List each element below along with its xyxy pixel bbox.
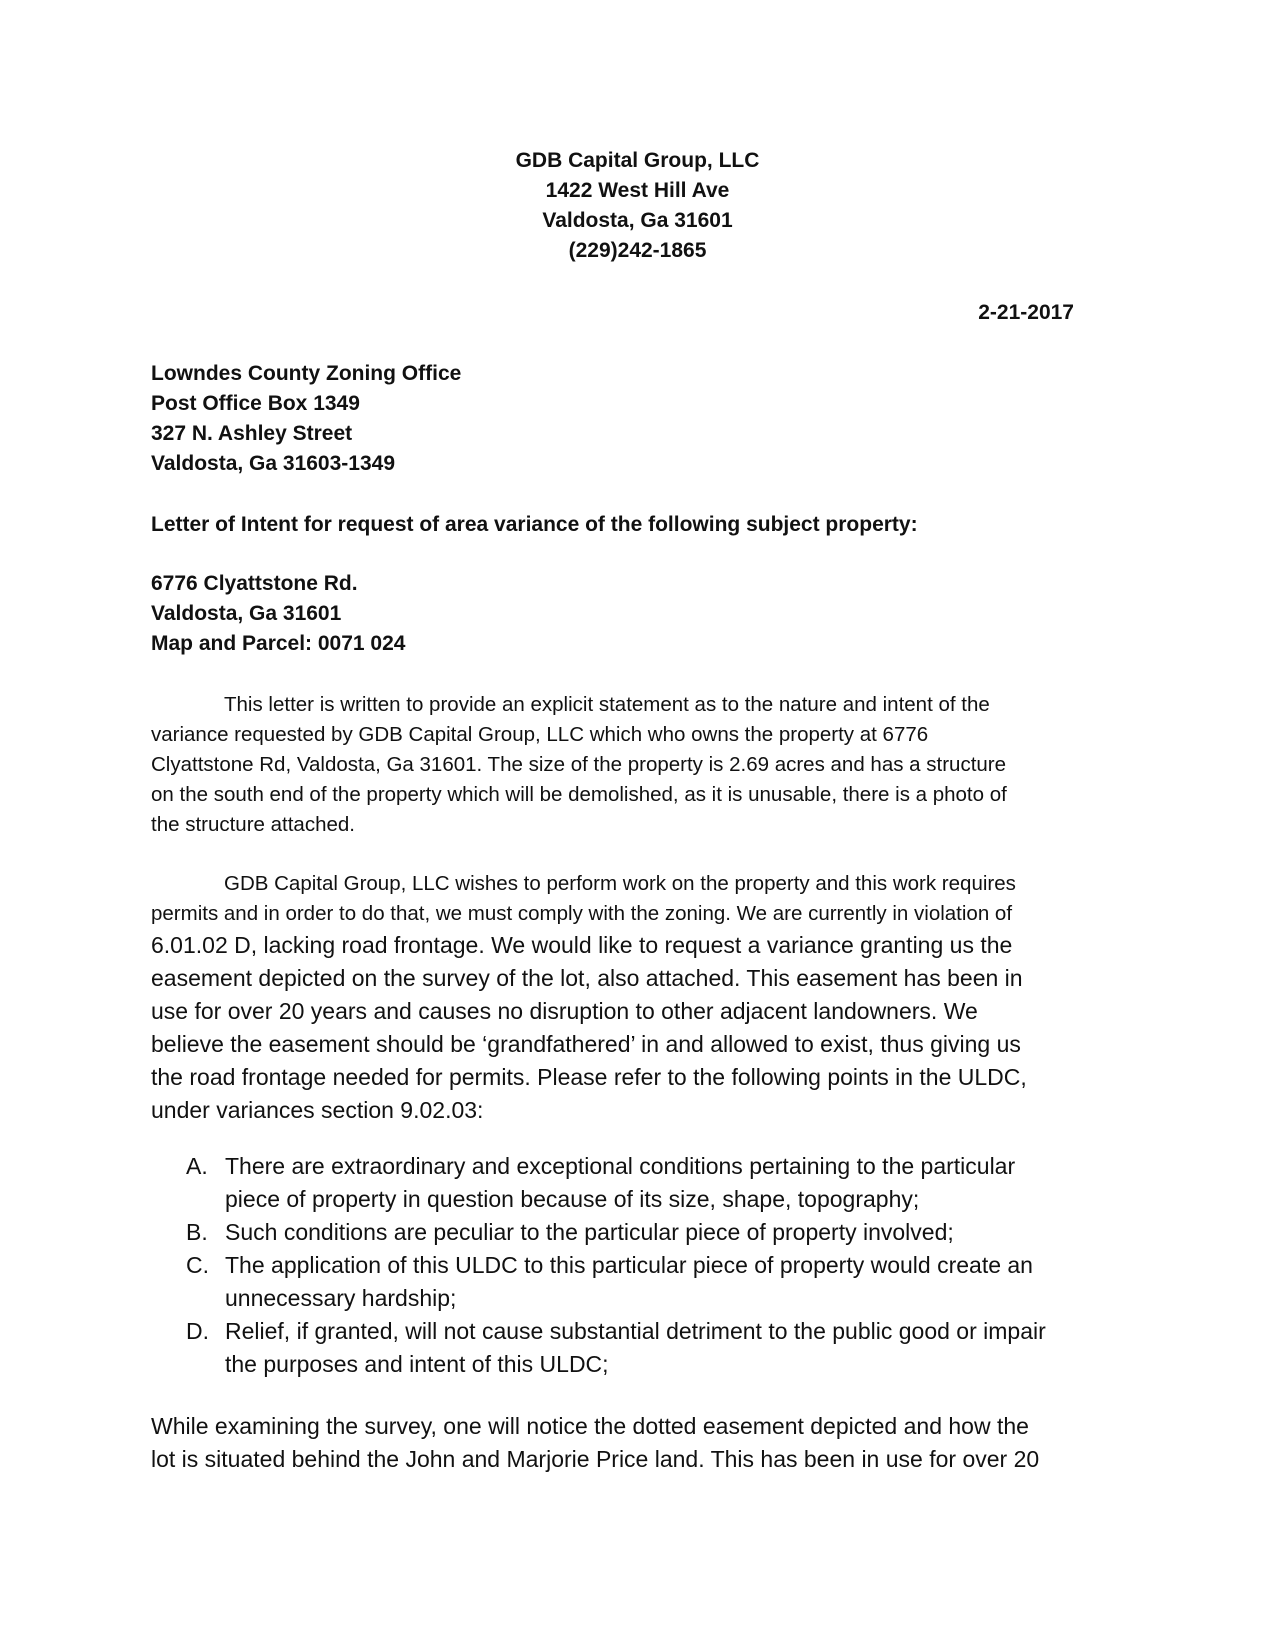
paragraph-line: variance requested by GDB Capital Group, LLC which who owns the property at 6776 (151, 723, 929, 746)
paragraph-line: the road frontage needed for permits. Please refer to the following points in the ULDC, (151, 1064, 1027, 1090)
property-street: 6776 Clyattstone Rd. (151, 572, 358, 595)
list-item (186, 1315, 1046, 1381)
paragraph-line: GDB Capital Group, LLC wishes to perform work on the property and this work requires (224, 872, 1016, 895)
list-line: piece of property in question because of its size, shape, topography; (225, 1186, 920, 1212)
list-line: There are extraordinary and exceptional conditions pertaining to the particular (225, 1153, 1016, 1179)
paragraph-line: permits and in order to do that, we must comply with the zoning. We are currently in violation of (151, 902, 1013, 925)
list-line: The application of this ULDC to this particular piece of property would create an (225, 1252, 1033, 1278)
subject-line: Letter of Intent for request of area variance of the following subject property: (151, 513, 918, 536)
company-street: 1422 West Hill Ave (545, 179, 730, 202)
list-item (186, 1249, 1046, 1315)
recipient-line: Valdosta, Ga 31603-1349 (151, 452, 395, 475)
paragraph-line: under variances section 9.02.03: (151, 1097, 484, 1123)
paragraph-line: use for over 20 years and causes no disruption to other adjacent landowners. We (151, 998, 978, 1024)
list-line: Such conditions are peculiar to the particular piece of property involved; (225, 1219, 954, 1245)
recipient-address (151, 359, 461, 479)
paragraph-line: on the south end of the property which will be demolished, as it is unusable, there is a photo of (151, 783, 1007, 806)
paragraph-line: easement depicted on the survey of the lot, also attached. This easement has been in (151, 965, 1023, 991)
list-letter: A. (186, 1153, 208, 1179)
subject-property (151, 569, 405, 659)
company-name: GDB Capital Group, LLC (515, 149, 760, 172)
property-city: Valdosta, Ga 31601 (151, 602, 342, 625)
letter-date: 2-21-2017 (978, 301, 1074, 324)
paragraph-request (151, 869, 1131, 1127)
company-city: Valdosta, Ga 31601 (542, 209, 733, 232)
letterhead (0, 146, 1275, 266)
paragraph-line: believe the easement should be ‘grandfathered’ in and allowed to exist, thus giving us (151, 1031, 1021, 1057)
list-item (186, 1216, 1046, 1249)
list-line: the purposes and intent of this ULDC; (225, 1351, 609, 1377)
paragraph-intro (151, 690, 1131, 840)
list-line: unnecessary hardship; (225, 1285, 457, 1311)
recipient-line: Lowndes County Zoning Office (151, 362, 462, 385)
list-item (186, 1150, 1046, 1216)
variance-criteria-list (186, 1150, 1046, 1381)
list-letter: B. (186, 1219, 208, 1245)
paragraph-line: Clyattstone Rd, Valdosta, Ga 31601. The size of the property is 2.69 acres and has a structure (151, 753, 1007, 776)
paragraph-closing (151, 1410, 1039, 1476)
paragraph-line: the structure attached. (151, 813, 355, 836)
list-letter: D. (186, 1318, 209, 1344)
list-line: Relief, if granted, will not cause substantial detriment to the public good or impair (225, 1318, 1046, 1344)
paragraph-line: This letter is written to provide an explicit statement as to the nature and intent of the (224, 693, 990, 716)
company-phone: (229)242-1865 (568, 239, 707, 262)
paragraph-line: lot is situated behind the John and Marjorie Price land. This has been in use for over 20 (151, 1446, 1040, 1472)
recipient-line: Post Office Box 1349 (151, 392, 360, 415)
paragraph-line: 6.01.02 D, lacking road frontage. We would like to request a variance granting us the (151, 932, 1013, 958)
list-letter: C. (186, 1252, 209, 1278)
recipient-line: 327 N. Ashley Street (151, 422, 353, 445)
paragraph-line: While examining the survey, one will notice the dotted easement depicted and how the (151, 1413, 1029, 1439)
property-parcel: Map and Parcel: 0071 024 (151, 632, 406, 655)
